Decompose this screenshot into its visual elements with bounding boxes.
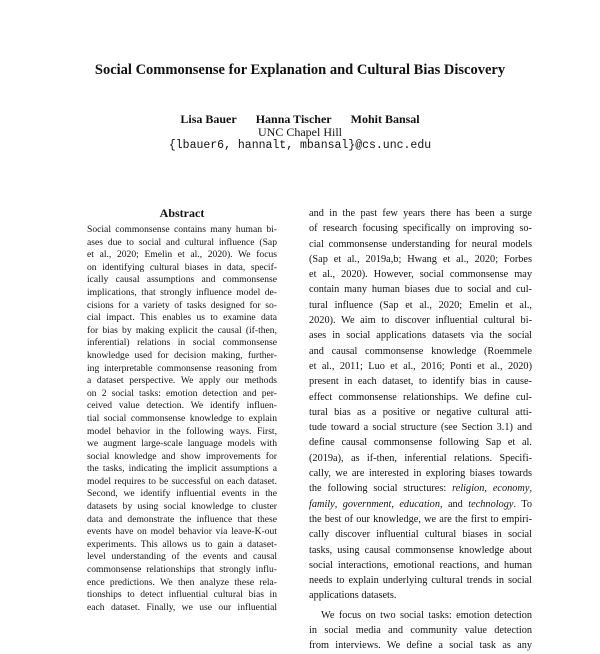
abstract-line: events have on model behavior via leave-K-out xyxy=(87,526,277,538)
body-line: social interactions, emotional reactions, and human xyxy=(309,559,532,571)
abstract-line: on identifying cultural biases in data, specif- xyxy=(87,261,277,273)
body-line: We focus on two social tasks: emotion detection xyxy=(321,609,532,621)
body-line: 2020). We aim to discover influential cultural bi- xyxy=(309,315,532,327)
abstract-line: each dataset. Finally, we use our influential xyxy=(87,601,277,613)
abstract-line: a dataset perspective. We apply our methods xyxy=(87,375,277,387)
body-column xyxy=(309,206,532,654)
abstract-line: on 2 social tasks: emotion detection and per- xyxy=(87,387,277,399)
structure-item: education xyxy=(399,498,440,510)
body-line: (2019a), as if-then, inferential relations. Specifi- xyxy=(309,452,532,464)
body-line: of research focusing specifically on improving so- xyxy=(309,223,532,235)
structure-item: family xyxy=(309,498,335,510)
intro-paragraph-part-1 xyxy=(309,206,532,481)
abstract-line: ases due to social and cultural influence (Sap xyxy=(87,236,277,248)
body-line: present in each dataset, to identify bias in cause- xyxy=(309,376,532,388)
abstract-line: Second, we identify influential events in the xyxy=(87,488,277,500)
abstract-line: the tasks, indicating the implicit assumptions a xyxy=(87,463,277,475)
structure-item: economy xyxy=(492,483,530,495)
abstract-line: implications, that strongly influence model de- xyxy=(87,286,277,298)
abstract-line: we augment large-scale language models with xyxy=(87,438,277,450)
body-line: from interviews. We define a social task as any xyxy=(309,640,532,652)
body-line: tude toward a social structure (see Section 3.1) and xyxy=(309,422,532,434)
abstract-line: model behavior in the following ways. First, xyxy=(87,425,277,437)
body-line: in social media and community value detection xyxy=(309,625,532,637)
body-line: cally discover influential cultural biases in social xyxy=(309,529,532,541)
body-line: tasks, using causal commonsense knowledge about xyxy=(309,544,532,556)
structures-prefix: the following social structures: xyxy=(309,483,453,495)
body-line: et al., 2011; Luo et al., 2016; Ponti et al., 2020) xyxy=(309,360,532,372)
body-line: tural influence (Sap et al., 2020; Emelin et al., xyxy=(309,299,532,311)
abstract-line: ically causal assumptions and commonsense xyxy=(87,274,277,286)
social-structures-line-2: family, government, education, and technology. To xyxy=(309,498,532,510)
body-line: (Sap et al., 2019a,b; Hwang et al., 2020; Forbes xyxy=(309,253,532,265)
structure-item: government xyxy=(342,498,392,510)
structure-item: religion xyxy=(452,483,485,495)
body-line: ases in social applications datasets via the social xyxy=(309,330,532,342)
abstract-line: ceived value detection. We identify influen- xyxy=(87,400,277,412)
structures-suffix: . To xyxy=(513,498,532,510)
abstract-line: tial social commonsense knowledge to explain xyxy=(87,412,277,424)
author-name: Lisa Bauer xyxy=(180,112,237,126)
abstract-line: cial impact. This enables us to examine data xyxy=(87,312,277,324)
social-structures-line: the following social structures: religion, economy, xyxy=(309,483,533,495)
abstract-line: et al., 2020; Emelin et al., 2020). We focus xyxy=(87,249,277,261)
abstract-line: tionships to detect influential cultural bias in xyxy=(87,589,277,601)
abstract-line: commonsense relationships that strongly influ- xyxy=(87,564,277,576)
structure-item: technology xyxy=(468,498,514,510)
abstract-line: cisions for a variety of tasks designed for so- xyxy=(87,299,277,311)
body-line: define causal commonsense following Sap et al. xyxy=(309,437,532,449)
paper-title: Social Commonsense for Explanation and Cultural Bias Discovery xyxy=(94,62,506,78)
author-emails: {lbauer6, hannalt, mbansal}@cs.unc.edu xyxy=(168,139,432,152)
abstract-heading: Abstract xyxy=(159,206,205,220)
abstract-line: level understanding of the events and causal xyxy=(87,551,277,563)
body-line: effect commonsense relationships. We define cul- xyxy=(309,391,532,403)
intro-paragraph-part-2 xyxy=(309,512,532,604)
abstract-line: data and demonstrate the influence that these xyxy=(87,513,277,525)
abstract-line: Social commonsense contains many human bi- xyxy=(87,224,277,235)
abstract-line: model requires to be successful on each dataset. xyxy=(87,475,277,487)
abstract-line: for bias by making explicit the causal (if-then, xyxy=(87,324,277,336)
abstract-line: datasets by using social knowledge to cluster xyxy=(87,501,277,513)
abstract-line: knowledge used for decision making, further- xyxy=(87,349,277,361)
body-line: tural bias as a positive or negative cultural atti- xyxy=(309,406,532,418)
intro-paragraph-2 xyxy=(309,608,532,654)
body-line: cally, we are interested in exploring biases towards xyxy=(309,468,532,480)
body-line: needs to explain underlying cultural trends in social xyxy=(309,575,532,587)
abstract-line: inferential) relations in social commonsense xyxy=(87,337,277,349)
abstract-line: ing interpretable commonsense reasoning from xyxy=(87,362,277,374)
abstract-text xyxy=(87,224,277,614)
author-name: Hanna Tischer xyxy=(255,112,332,126)
body-line: the best of our knowledge, we are the first to empiri- xyxy=(309,513,532,525)
abstract-line: ence predictions. We then analyze these rela- xyxy=(87,576,277,588)
body-line: et al., 2020). However, social commonsense may xyxy=(309,269,532,281)
affiliation: UNC Chapel Hill xyxy=(258,125,342,139)
abstract-line: social knowledge and show improvements for xyxy=(87,450,277,462)
author-name: Mohit Bansal xyxy=(350,112,420,126)
abstract-line: experiments. This allows us to gain a dataset- xyxy=(87,538,277,550)
body-line: applications datasets. xyxy=(309,590,397,602)
body-line: and in the past few years there has been a surge xyxy=(309,208,532,219)
body-line: cial commonsense understanding for neural models xyxy=(309,238,532,250)
body-line: and causal commonsense knowledge (Roemmele xyxy=(309,345,532,357)
body-line: contain many human biases due to social and cul- xyxy=(309,284,532,296)
